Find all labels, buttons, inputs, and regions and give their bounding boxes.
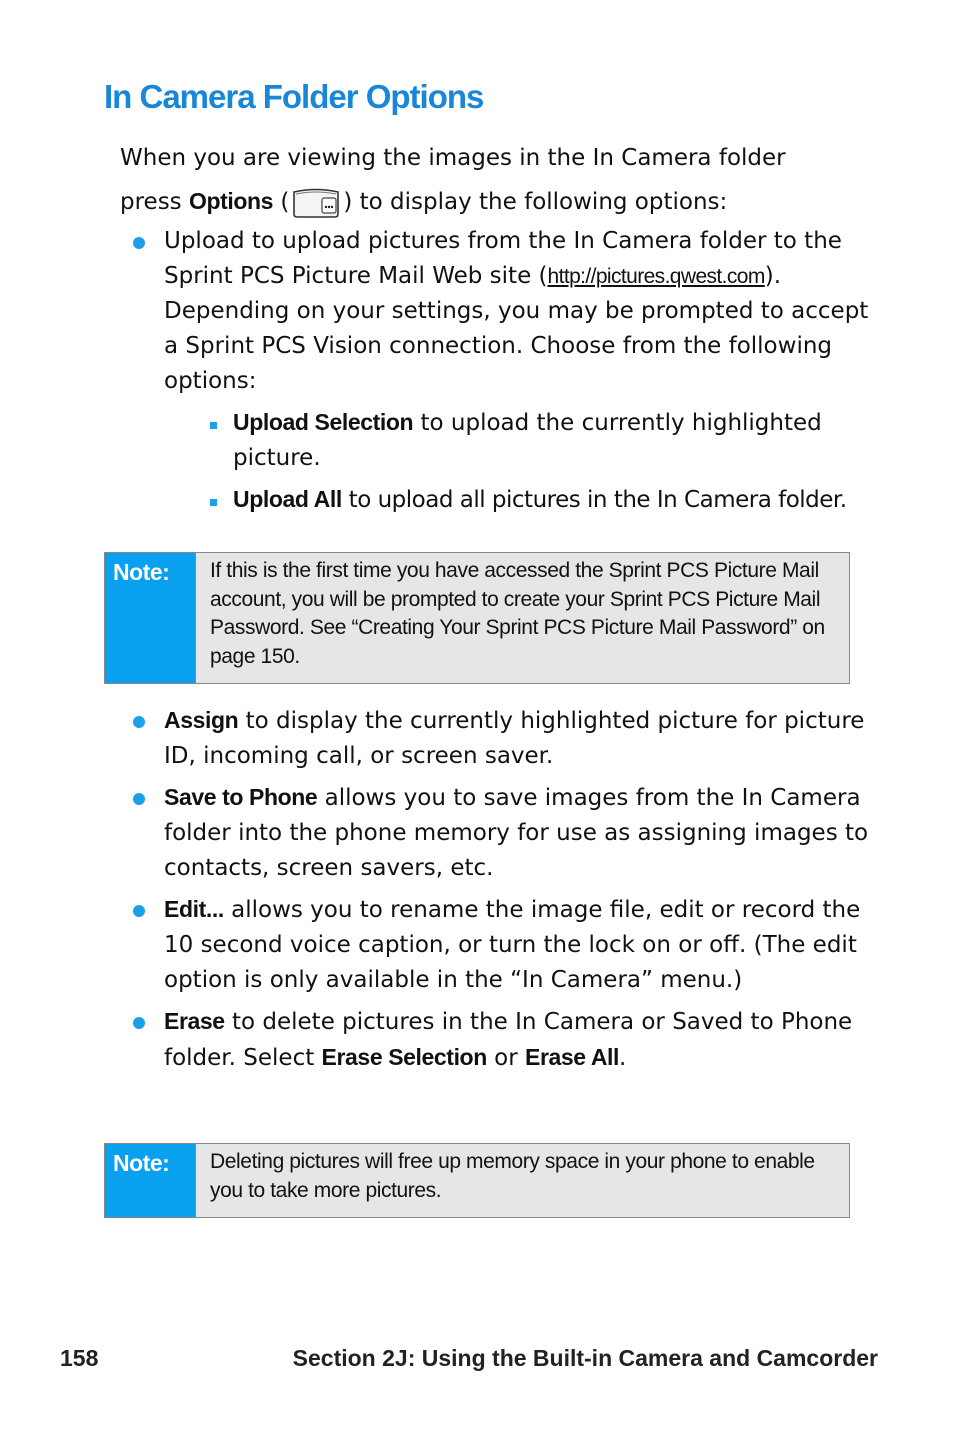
list-item-upload — [120, 224, 880, 518]
erase-all-label: Erase All — [525, 1044, 620, 1070]
upload-all-text: to upload all pictures in the In Camera folder. — [341, 487, 847, 513]
list-item-assign — [120, 703, 880, 774]
upload-text-1: Upload to upload pictures from the In Camera folder to the Sprint PCS Picture Mail Web site ( — [164, 228, 842, 289]
bullet-icon — [133, 237, 145, 249]
bullet-icon — [133, 793, 145, 805]
list-item-save-to-phone — [120, 780, 880, 886]
square-bullet-icon — [210, 422, 217, 429]
options-list — [120, 703, 880, 1082]
intro-paragraph — [120, 137, 880, 224]
page-title: In Camera Folder Options — [104, 78, 484, 115]
list-item-edit — [120, 892, 880, 998]
section-title: Section 2J: Using the Built-in Camera and Camcorder — [292, 1345, 878, 1371]
erase-selection-label: Erase Selection — [321, 1044, 487, 1070]
list-item-erase — [120, 1004, 880, 1076]
intro-line-1: When you are viewing the images in the In Camera folder — [120, 145, 786, 171]
note-text: If this is the first time you have accessed the Sprint PCS Picture Mail account, you will be prompted to create your Sprint PCS Picture Mail Password. See “Creating Your Sprint PCS Picture Mail Password” on page 150. — [195, 553, 849, 683]
erase-end: . — [619, 1045, 627, 1071]
upload-all-label: Upload All — [233, 486, 342, 512]
erase-label: Erase — [164, 1008, 225, 1034]
save-to-phone-label: Save to Phone — [164, 784, 318, 810]
upload-selection-text: to upload the currently highlighted picture. — [233, 410, 822, 471]
note-text: Deleting pictures will free up memory space in your phone to enable you to take more pictures. — [195, 1144, 849, 1217]
edit-label: Edit... — [164, 896, 224, 922]
picture-mail-link[interactable]: http://pictures.qwest.com — [547, 265, 765, 288]
bullet-icon — [133, 905, 145, 917]
sub-item-upload-selection — [164, 405, 880, 476]
upload-list — [120, 224, 880, 524]
assign-text: to display the currently highlighted picture for picture ID, incoming call, or screen saver. — [164, 708, 865, 769]
options-label: Options — [188, 188, 274, 214]
page-number: 158 — [60, 1345, 99, 1371]
intro-paren-close: ) to display the following options: — [343, 189, 728, 215]
save-to-phone-text: allows you to save images from the In Camera folder into the phone memory for use as assigning images to contacts, screen savers, etc. — [164, 785, 869, 881]
square-bullet-icon — [210, 499, 217, 506]
note-label: Note: — [105, 553, 195, 683]
sub-item-upload-all — [164, 482, 880, 518]
bullet-icon — [133, 716, 145, 728]
assign-label: Assign — [164, 707, 239, 733]
erase-or: or — [486, 1045, 526, 1071]
edit-text: allows you to rename the image file, edit or record the 10 second voice caption, or turn the lock on or off. (The edit option is only available in the “In Camera” menu.) — [164, 897, 861, 993]
erase-text-1: to delete pictures in the In Camera or Saved to Phone folder. Select — [164, 1009, 853, 1071]
note-box-password — [104, 552, 850, 684]
note-label: Note: — [105, 1144, 195, 1217]
note-box-delete — [104, 1143, 850, 1218]
intro-paren-open: ( — [273, 189, 290, 215]
bullet-icon — [133, 1017, 145, 1029]
options-softkey-icon — [291, 188, 341, 218]
intro-press: press — [120, 189, 189, 215]
upload-text-2: ). Depending on your settings, you may be prompted to accept a Sprint PCS Vision connection. Choose from the following options: — [164, 263, 869, 394]
upload-sub-list — [164, 405, 880, 518]
upload-selection-label: Upload Selection — [233, 409, 414, 435]
